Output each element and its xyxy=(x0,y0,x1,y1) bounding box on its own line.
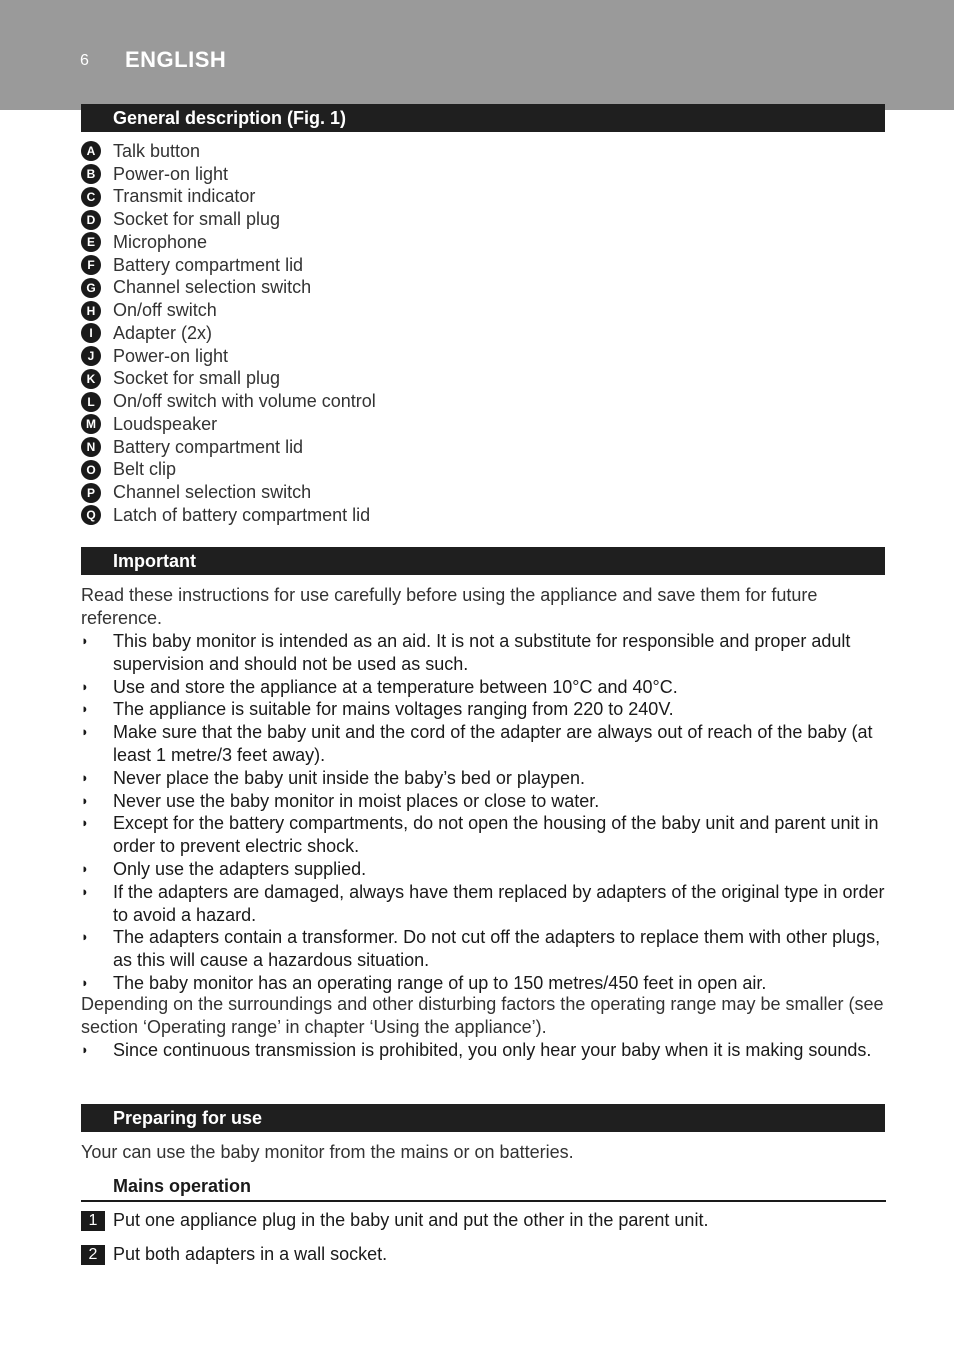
parts-list xyxy=(81,140,376,527)
part-letter-badge: Q xyxy=(81,505,101,525)
bullet-icon: ◗ xyxy=(81,792,89,808)
bullet-text: If the adapters are damaged, always have them replaced by adapters of the original type in order to avoid a hazard. xyxy=(113,881,885,925)
part-item xyxy=(81,436,376,459)
bullet-text: The baby monitor has an operating range of up to 150 metres/450 feet in open air. xyxy=(113,972,767,993)
part-letter-badge: A xyxy=(81,141,101,161)
part-label: Belt clip xyxy=(113,459,177,480)
section-heading-general-description: General description (Fig. 1) xyxy=(81,104,885,132)
part-letter-badge: L xyxy=(81,392,101,412)
bullet-text: The adapters contain a transformer. Do not cut off the adapters to replace them with other plugs, as this will cause a hazardous situation. xyxy=(113,927,881,971)
bullet-icon: ◗ xyxy=(81,769,89,785)
list-item xyxy=(81,926,886,972)
important-bullets xyxy=(81,630,886,995)
bullet-icon: ◗ xyxy=(81,1042,89,1057)
mains-operation-heading: Mains operation xyxy=(81,1174,886,1202)
step-text: Put both adapters in a wall socket. xyxy=(113,1244,388,1264)
part-item xyxy=(81,322,376,345)
list-item xyxy=(81,972,886,995)
bullet-text: Use and store the appliance at a temperature between 10°C and 40°C. xyxy=(113,676,678,697)
last-bullet-list xyxy=(81,1039,886,1062)
step-text: Put one appliance plug in the baby unit and put the other in the parent unit. xyxy=(113,1210,709,1230)
part-letter-badge: H xyxy=(81,301,101,321)
list-item xyxy=(81,698,886,721)
part-item xyxy=(81,368,376,391)
part-label: Transmit indicator xyxy=(113,186,256,207)
part-item xyxy=(81,481,376,504)
bullet-text: Since continuous transmission is prohibited, you only hear your baby when it is making sounds. xyxy=(113,1040,872,1060)
part-letter-badge: C xyxy=(81,187,101,207)
part-letter-badge: O xyxy=(81,460,101,480)
step-number: 1 xyxy=(81,1211,105,1231)
language-heading: ENGLISH xyxy=(125,47,227,72)
part-label: Battery compartment lid xyxy=(113,436,304,457)
bullet-icon: ◗ xyxy=(81,678,89,694)
part-letter-badge: J xyxy=(81,346,101,366)
part-item xyxy=(81,277,376,300)
part-letter-badge: M xyxy=(81,414,101,434)
bullet-text: Never use the baby monitor in moist places or close to water. xyxy=(113,790,600,811)
part-label: Socket for small plug xyxy=(113,368,281,389)
part-item xyxy=(81,231,376,254)
part-item xyxy=(81,504,376,527)
part-item xyxy=(81,186,376,209)
list-item xyxy=(81,881,886,927)
bullet-icon: ◗ xyxy=(81,701,89,717)
bullet-text: Only use the adapters supplied. xyxy=(113,858,367,879)
list-item xyxy=(81,767,886,790)
list-item xyxy=(81,812,886,858)
part-label: Adapter (2x) xyxy=(113,322,213,343)
part-label: Channel selection switch xyxy=(113,277,312,298)
bullet-text: This baby monitor is intended as an aid. It is not a substitute for responsible and proper adult supervision and should not be used as such. xyxy=(113,631,851,674)
part-letter-badge: N xyxy=(81,437,101,457)
part-letter-badge: K xyxy=(81,369,101,389)
step-item xyxy=(81,1244,387,1265)
part-item xyxy=(81,163,376,186)
part-letter-badge: G xyxy=(81,278,101,298)
bullet-icon: ◗ xyxy=(81,974,89,990)
part-letter-badge: D xyxy=(81,210,101,230)
part-label: On/off switch with volume control xyxy=(113,391,376,412)
list-item xyxy=(81,1039,886,1062)
part-label: Battery compartment lid xyxy=(113,254,304,275)
part-item xyxy=(81,413,376,436)
bullet-text: Except for the battery compartments, do not open the housing of the baby unit and parent unit in order to prevent electric shock. xyxy=(113,813,879,857)
part-label: Microphone xyxy=(113,231,208,252)
step-number: 2 xyxy=(81,1245,105,1265)
part-item xyxy=(81,459,376,482)
part-letter-badge: I xyxy=(81,323,101,343)
part-item xyxy=(81,299,376,322)
bullet-icon: ◗ xyxy=(81,860,89,876)
bullet-icon: ◗ xyxy=(81,929,89,945)
bullet-icon: ◗ xyxy=(81,883,89,899)
list-item xyxy=(81,721,886,767)
section-heading-important: Important xyxy=(81,547,885,575)
bullet-text: Make sure that the baby unit and the cord of the adapter are always out of reach of the baby (at least 1 metre/3 feet away). xyxy=(113,722,873,765)
section-heading-preparing: Preparing for use xyxy=(81,1104,885,1132)
bullet-icon: ◗ xyxy=(81,815,89,831)
part-label: Power-on light xyxy=(113,163,229,184)
step-item xyxy=(81,1210,708,1231)
part-item xyxy=(81,345,376,368)
range-note: Depending on the surroundings and other disturbing factors the operating range may be smaller (see section ‘Operating range’ in chapter ‘Using the appliance’). xyxy=(81,994,884,1037)
part-label: Talk button xyxy=(113,140,201,161)
part-label: Latch of battery compartment lid xyxy=(113,504,371,525)
preparing-intro: Your can use the baby monitor from the mains or on batteries. xyxy=(81,1142,574,1162)
list-item xyxy=(81,790,886,813)
page-number: 6 xyxy=(80,52,89,69)
part-item xyxy=(81,390,376,413)
part-label: Loudspeaker xyxy=(113,413,218,434)
bullet-icon: ◗ xyxy=(81,633,89,648)
important-intro: Read these instructions for use carefully before using the appliance and save them for future reference. xyxy=(81,585,818,628)
part-letter-badge: B xyxy=(81,164,101,184)
page-header-band xyxy=(0,0,954,110)
part-letter-badge: F xyxy=(81,255,101,275)
bullet-icon: ◗ xyxy=(81,724,89,740)
bullet-text: The appliance is suitable for mains voltages ranging from 220 to 240V. xyxy=(113,699,674,720)
part-item xyxy=(81,140,376,163)
list-item xyxy=(81,858,886,881)
list-item xyxy=(81,676,886,699)
part-item xyxy=(81,208,376,231)
part-label: Channel selection switch xyxy=(113,482,312,503)
bullet-text: Never place the baby unit inside the baby’s bed or playpen. xyxy=(113,767,585,788)
list-item xyxy=(81,630,886,676)
part-label: Socket for small plug xyxy=(113,209,281,230)
part-letter-badge: E xyxy=(81,232,101,252)
part-item xyxy=(81,254,376,277)
part-label: Power-on light xyxy=(113,345,229,366)
part-label: On/off switch xyxy=(113,300,217,321)
part-letter-badge: P xyxy=(81,483,101,503)
